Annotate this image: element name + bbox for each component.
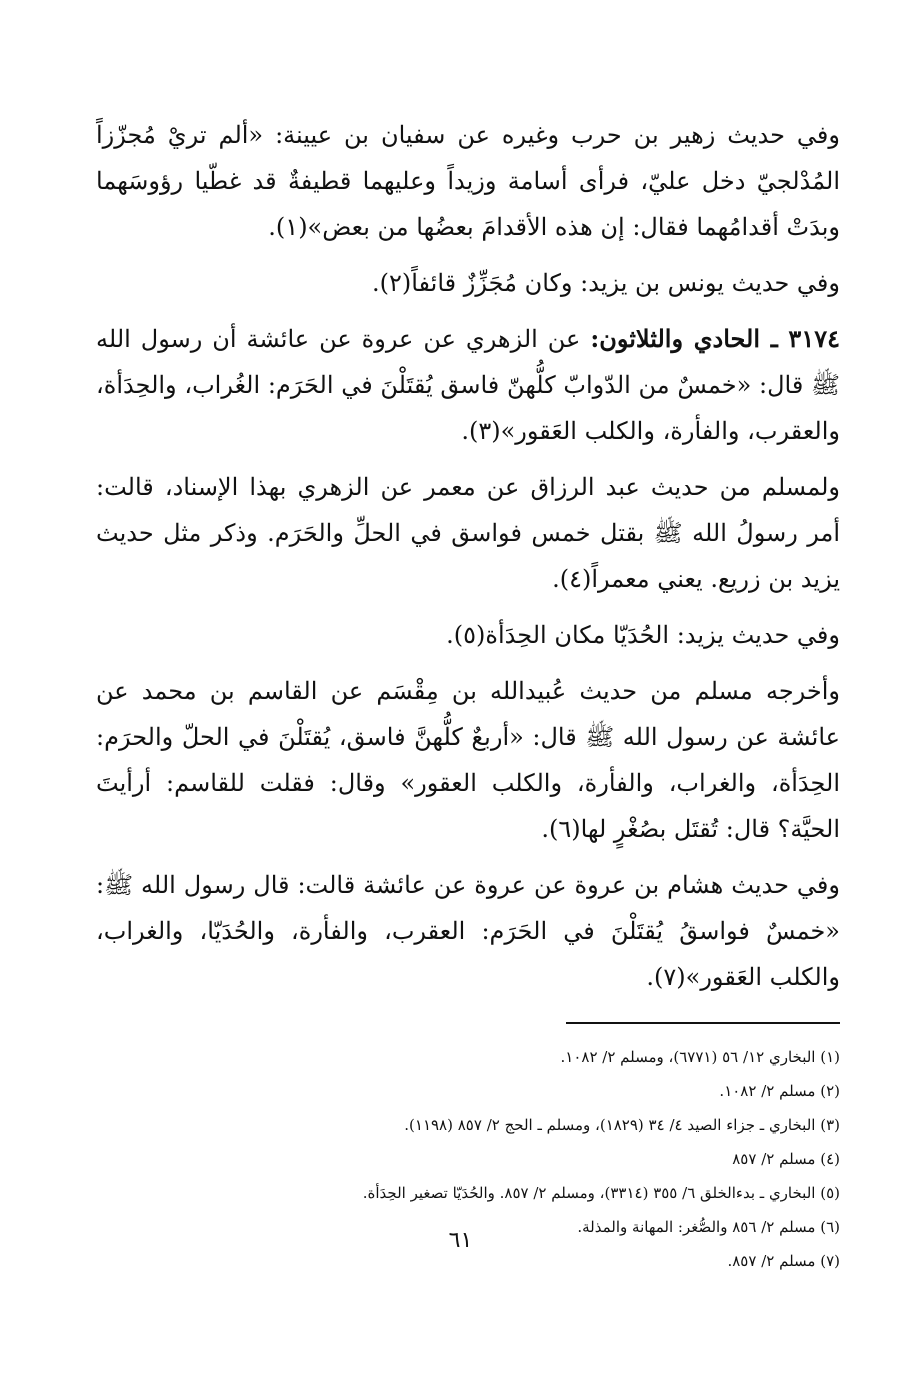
footnote-4: (٤) مسلم ٢/ ٨٥٧ [732,1150,840,1168]
paragraph-4: ولمسلم من حديث عبد الرزاق عن معمر عن الزهري بهذا الإسناد، قالت: أمر رسولُ الله ﷺ بقتل خمس فواسق في الحلِّ والحَرَم. وذكر مثل حديث يزيد بن زريع. يعني معمراً(٤). [96,473,840,593]
paragraph-2: وفي حديث يونس بن يزيد: وكان مُجَزِّزٌ قائفاً(٢). [371,269,840,297]
footnote-6: (٦) مسلم ٢/ ٨٥٦ والصُّغر: المهانة والمذلة. [577,1218,840,1236]
paragraph-3-text: عن الزهري عن عروة عن عائشة أن رسول الله ﷺ قال: «خمسٌ من الدّوابّ كلُّهنّ فاسق يُقتَلْنَ في الحَرَم: الغُراب، والحِدَأة، والعقرب، والفأرة، والكلب العَقور»(٣). [96,325,840,445]
paragraph-1: وفي حديث زهير بن حرب وغيره عن سفيان بن عيينة: «ألم تريْ مُجزّزاً المُدْلجيّ دخل عليّ، فرأى أسامة وزيداً وعليهما قطيفةٌ قد غطّيا رؤوسَهما وبدَتْ أقدامُهما فقال: إن هذه الأقدامَ بعضُها من بعض»(١). [96,121,840,241]
footnote-2: (٢) مسلم ٢/ ١٠٨٢. [719,1082,840,1100]
paragraph-5: وفي حديث يزيد: الحُدَيّا مكان الحِدَأة(٥). [446,621,840,649]
footnote-divider [566,1022,840,1024]
footnote-1: (١) البخاري ١٢/ ٥٦ (٦٧٧١)، ومسلم ٢/ ١٠٨٢. [560,1048,840,1066]
page-content [96,112,840,1278]
footnote-7: (٧) مسلم ٢/ ٨٥٧. [727,1252,840,1270]
main-text [96,112,840,1000]
footnote-3: (٣) البخاري ـ جزاء الصيد ٤/ ٣٤ (١٨٢٩)، ومسلم ـ الحج ٢/ ٨٥٧ (١١٩٨). [404,1116,840,1134]
footnote-5: (٥) البخاري ـ بدءالخلق ٦/ ٣٥٥ (٣٣١٤)، ومسلم ٢/ ٨٥٧. والحُدَيّا تصغير الحِدَأة. [362,1184,840,1202]
paragraph-7: وفي حديث هشام بن عروة عن عروة عن عائشة قالت: قال رسول الله ﷺ: «خمسٌ فواسقُ يُقتَلْنَ في الحَرَم: العقرب، والفأرة، والحُدَيّا، والغراب، والكلب العَقور»(٧). [96,871,840,991]
paragraph-3 [96,316,840,454]
page-number: ٦١ [448,1228,473,1253]
paragraph-6: وأخرجه مسلم من حديث عُبيدالله بن مِقْسَم عن القاسم بن محمد عن عائشة عن رسول الله ﷺ قال: «أربعٌ كلُّهنَّ فاسق، يُقتَلْنَ في الحلّ والحرَم: الحِدَأة، والغراب، والفأرة، والكلب العقور» وقال: فقلت للقاسم: أرأيتَ الحيَّة؟ قال: تُقتَل بصُغْرٍ لها(٦). [96,677,840,843]
hadith-number: ٣١٧٤ ـ الحادي والثلاثون: [590,324,840,353]
